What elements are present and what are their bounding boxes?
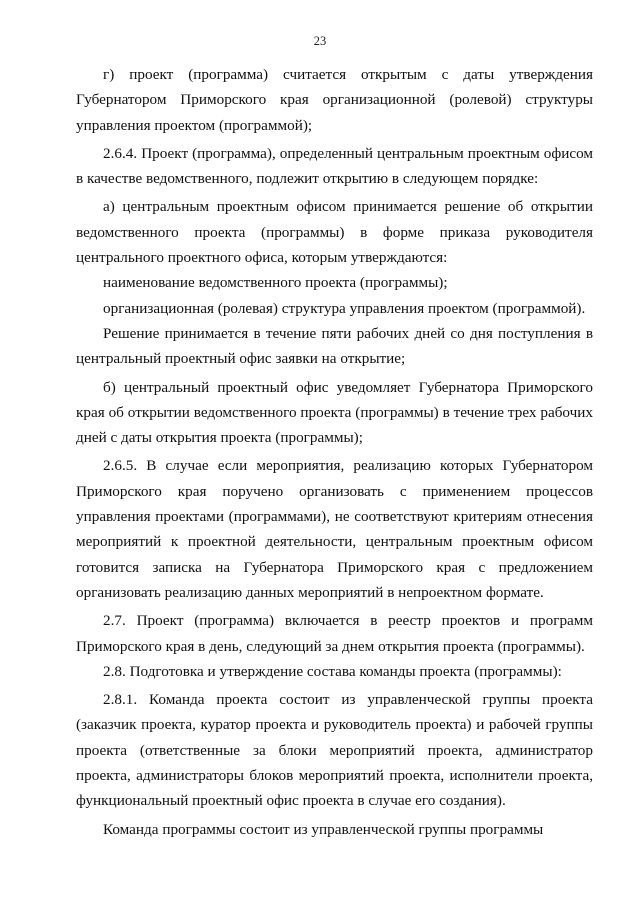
paragraph-program-team: Команда программы состоит из управленческой группы программы xyxy=(103,820,544,838)
paragraph-org-structure: организационная (ролевая) структура управления проектом (программой). xyxy=(103,299,586,317)
paragraph-2-8-1: 2.8.1. Команда проекта состоит из управленческой группы проекта (заказчик проекта, куратор проекта и руководитель проекта) и рабочей группы проекта (ответственные за блоки мероприятий проекта, администратор проекта, администраторы блоков мероприятий проекта, исполнители проекта, функциональный проектный офис проекта в случае его создания). xyxy=(76,691,593,810)
paragraph-2-7: 2.7. Проект (программа) включается в реестр проектов и программ Приморского края в день, следующий за днем открытия проекта (программы). xyxy=(76,612,593,655)
paragraph-decision-timing: Решение принимается в течение пяти рабочих дней со дня поступления в центральный проектный офис заявки на открытие; xyxy=(76,324,593,368)
page-number: 23 xyxy=(313,34,327,48)
paragraph-2-8: 2.8. Подготовка и утверждение состава команды проекта (программы): xyxy=(103,662,562,680)
paragraph-a-decision: а) центральным проектным офисом принимается решение об открытии ведомственного проекта (программы) в форме приказа руководителя центрального проектного офиса, которым утверждаются: xyxy=(76,198,593,267)
paragraph-project-name: наименование ведомственного проекта (программы); xyxy=(103,274,448,292)
paragraph-g-project-opened: г) проект (программа) считается открытым с даты утверждения Губернатором Приморского края организационной (ролевой) структуры управления проектом (программой); xyxy=(76,66,593,134)
paragraph-b-notification: б) центральный проектный офис уведомляет Губернатора Приморского края об открытии ведомственного проекта (программы) в течение трех рабочих дней с даты открытия проекта (программы); xyxy=(76,378,593,447)
paragraph-2-6-5: 2.6.5. В случае если мероприятия, реализацию которых Губернатором Приморского края поручено организовать с применением процессов управления проектами (программами), не соответствуют критериям отнесения мероприятий к проектной деятельности, центральным проектным офисом готовится записка на Губернатора Приморского края с предложением организовать реализацию данных мероприятий в непроектном формате. xyxy=(76,457,593,601)
document-text xyxy=(76,62,593,842)
paragraph-2-6-4: 2.6.4. Проект (программа), определенный центральным проектным офисом в качестве ведомственного, подлежит открытию в следующем порядке: xyxy=(76,144,593,188)
